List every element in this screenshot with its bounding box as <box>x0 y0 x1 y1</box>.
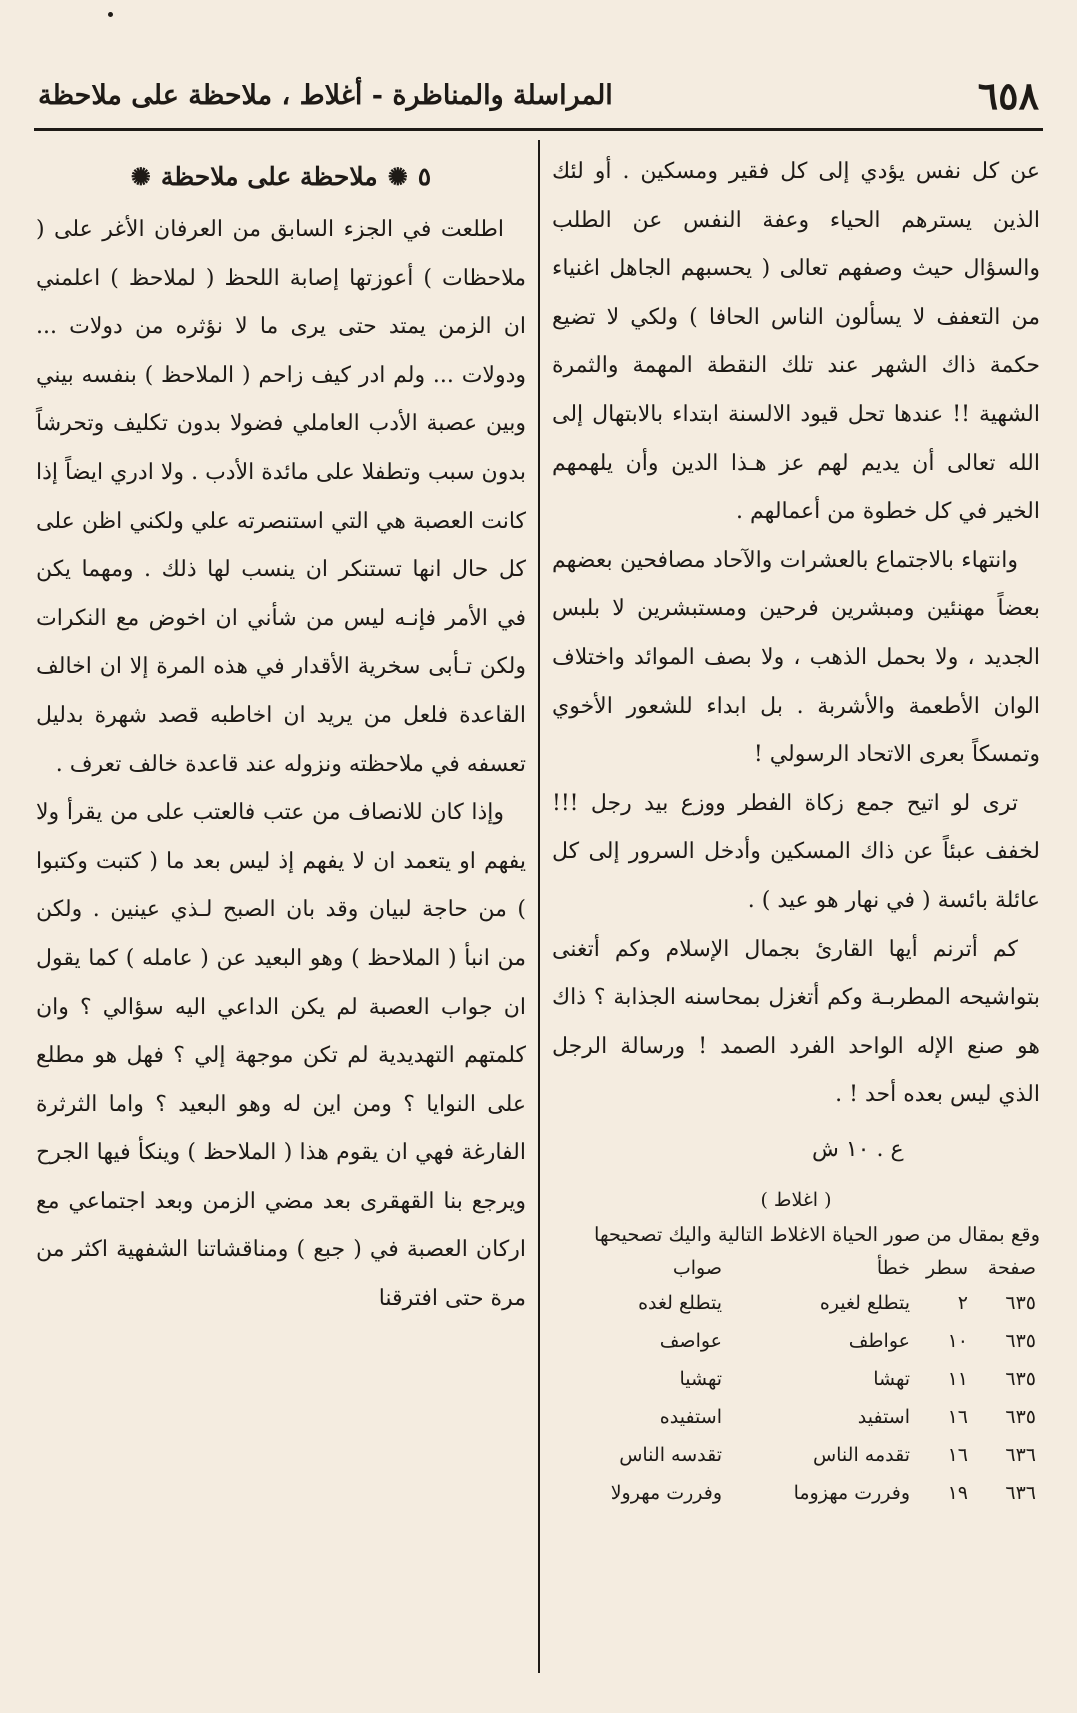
left-column <box>36 148 526 1324</box>
cell-line: ١٦ <box>947 1444 968 1467</box>
errata-row <box>552 1436 1040 1474</box>
cell-page: ٦٣٥ <box>1005 1292 1036 1315</box>
author-signature: ع . ١٠ ش <box>812 1136 904 1162</box>
cell-line: ١٠ <box>947 1330 968 1353</box>
header-page: صفحة <box>987 1257 1036 1280</box>
page-header <box>38 70 1039 120</box>
cell-line: ١٦ <box>947 1406 968 1429</box>
cell-page: ٦٣٦ <box>1005 1482 1036 1505</box>
paragraph: اطلعت في الجزء السابق من العرفان الأغر على ( ملاحظات ) أعوزتها إصابة اللحظ ( لملاحظ ) اعلمني ان الزمن يمتد حتى يرى ما لا نؤثره من دولات ... ودولات ... ولم ادر كيف زاحم ( الملاحظ ) بنفسه بيني وبين عصبة الأدب العاملي فضولا بدون تكليف وتحرشاً بدون سبب وتطفلا على مائدة الأدب . ولا ادري ايضاً إذا كانت العصبة هي التي استنصرته علي ولكني اظن على كل حال انها تستنكر ان ينسب لها ذلك . ومهما يكن في الأمر فإنـه ليس من شأني ان اخوض مع النكرات ولكن تـأبى سخرية الأقدار في هذه المرة إلا ان اخالف القاعدة فلعل من يريد ان اخاطبه قصد شهرة بدليل تعسفه في ملاحظته ونزوله عند قاعدة خالف تعرف . <box>36 217 526 777</box>
cell-line: ١٩ <box>947 1482 968 1505</box>
running-title: المراسلة والمناظرة - أغلاط ، ملاحظة على ملاحظة <box>38 79 613 111</box>
paragraph: كم أترنم أيها القارئ بجمال الإسلام وكم أتغنى بتواشيحه المطربـة وكم أتغزل بمحاسنه الجذابة ؟ ذاك هو صنع الإله الواحد الفرد الصمد ! ورسالة الرجل الذي ليس بعده أحد ! . <box>552 936 1040 1108</box>
header-wrong: خطأ <box>876 1257 910 1280</box>
cell-correct: يتطلع لغده <box>638 1292 722 1315</box>
errata-row <box>552 1398 1040 1436</box>
cell-page: ٦٣٥ <box>1005 1330 1036 1353</box>
cell-wrong: استفيد <box>857 1406 910 1429</box>
cell-correct: وفررت مهرولا <box>610 1482 722 1505</box>
header-rule <box>34 128 1043 131</box>
errata-row <box>552 1474 1040 1512</box>
paragraph: عن كل نفس يؤدي إلى كل فقير ومسكين . أو لئك الذين يسترهم الحياء وعفة النفس عن الطلب والسؤال حيث وصفهم تعالى ( يحسبهم الجاهل اغنياء من التعفف لا يسألون الناس الحافا ) ولكي لا تضيع حكمة ذاك الشهر عند تلك النقطة المهمة والثمرة الشهية !! عندها تحل قيود الالسنة ابتداء بالابتهال إلى الله تعالى أن يديم لهم عز هـذا الدين وأن يلهمهم الخير في كل خطوة من أعمالهم . <box>552 159 1040 525</box>
paragraph: وانتهاء بالاجتماع بالعشرات والآحاد مصافحين بعضهم بعضاً مهنئين ومبشرين فرحين ومستبشرين لا بلبس الجديد ، ولا بحمل الذهب ، ولا بصف الموائد واختلاف الوان الأطعمة والأشربة . بل ابداء للشعور الأخوي وتمسكاً بعرى الاتحاد الرسولي ! <box>552 547 1041 768</box>
header-correct: صواب <box>672 1257 722 1280</box>
errata-header-row <box>552 1252 1040 1284</box>
cell-wrong: عواطف <box>848 1330 910 1353</box>
section-number: ٥ <box>417 162 432 191</box>
section-heading <box>36 148 526 206</box>
section-title: ملاحظة على ملاحظة <box>160 162 378 191</box>
cell-correct: استفيده <box>659 1406 722 1429</box>
errata-intro: وقع بمقال من صور الحياة الاغلاط التالية واليك تصحيحها <box>594 1223 1040 1247</box>
page-number: ٦٥٨ <box>977 72 1039 118</box>
cell-wrong: وفررت مهزوما <box>793 1482 910 1505</box>
errata-title: ( اغلاط ) <box>760 1189 832 1212</box>
cell-wrong: تقدمه الناس <box>812 1444 910 1467</box>
errata-row <box>552 1360 1040 1398</box>
paragraph: ترى لو اتيح جمع زكاة الفطر ووزع بيد رجل !!! لخفف عبئاً عن ذاك المسكين وأدخل السرور إلى كل عائلة بائسة ( في نهار هو عيد ) . <box>552 790 1040 913</box>
cell-correct: عواصف <box>659 1330 722 1353</box>
column-divider <box>538 140 540 1673</box>
header-line: سطر <box>926 1257 968 1280</box>
cell-line: ١١ <box>947 1368 968 1391</box>
cell-page: ٦٣٥ <box>1005 1368 1036 1391</box>
ink-dot <box>108 12 113 17</box>
cell-page: ٦٣٥ <box>1005 1406 1036 1429</box>
right-column <box>552 148 1040 1512</box>
ornament-star-icon: ✺ <box>387 162 408 191</box>
errata-table <box>552 1252 1040 1512</box>
cell-wrong: يتطلع لغيره <box>819 1292 910 1315</box>
errata-row <box>552 1284 1040 1322</box>
errata-row <box>552 1322 1040 1360</box>
cell-wrong: تهشا <box>873 1368 910 1391</box>
paragraph: وإذا كان للانصاف من عتب فالعتب على من يقرأ ولا يفهم او يتعمد ان لا يفهم إذ ليس بعد ما ( كتبت وكتبوا ) من حاجة لبيان وقد بان الصبح لـذي عينين . ولكن من انبأ ( الملاحظ ) وهو البعيد عن ( عامله ) كما يقول ان جواب العصبة لم يكن الداعي اليه سؤالي ؟ وان كلمتهم التهديدية لم تكن موجهة إلي ؟ فهل هو مطلع على النوايا ؟ ومن اين له وهو البعيد ؟ واما الثرثرة الفارغة فهي ان يقوم هذا ( الملاحظ ) وينكأ فيها الجرح ويرجع بنا القهقرى بعد مضي الزمن وبعد اجتماعي مع اركان العصبة في ( جبع ) ومناقشاتنا الشفهية اكثر من مرة حتى افترقنا <box>36 800 526 1312</box>
ornament-star-icon: ✺ <box>130 162 151 191</box>
cell-page: ٦٣٦ <box>1005 1444 1036 1467</box>
cell-correct: تقدسه الناس <box>619 1444 722 1467</box>
cell-line: ٢ <box>957 1292 968 1315</box>
cell-correct: تهشيا <box>679 1368 722 1391</box>
